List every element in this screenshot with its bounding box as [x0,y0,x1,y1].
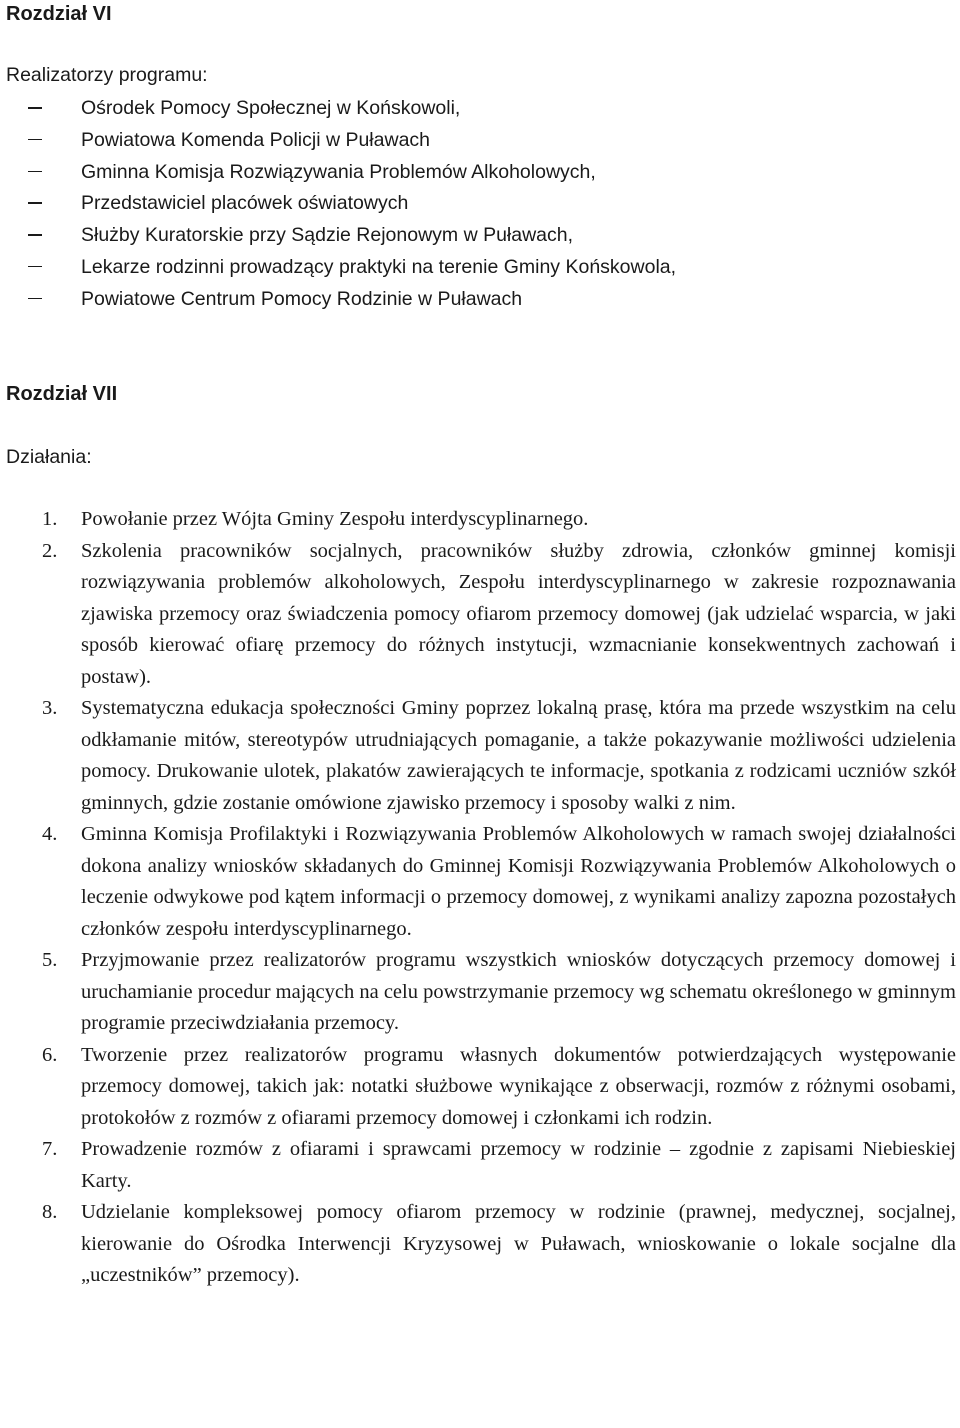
list-item [6,188,676,220]
list-item [6,125,676,157]
actions-intro: Działania: [6,446,92,468]
action-item [6,693,956,819]
realizers-intro: Realizatorzy programu: [6,64,208,86]
action-item [6,536,956,694]
list-item-text: Służby Kuratorskie przy Sądzie Rejonowym w Puławach, [81,224,574,247]
item-number: 3. [42,697,58,719]
action-item-text: Tworzenie przez realizatorów programu własnych dokumentów potwierdzających występowanie przemocy domowej, takich jak: notatki służbowe wynikające z obserwacji, rozmów z różnymi osobami, protokołów z rozmów z ofiarami przemocy domowej i członkami ich rodzin. [81,1043,956,1129]
item-number: 2. [42,539,58,562]
chapter-7-heading: Rozdział VII [6,383,118,405]
item-number: 4. [42,823,58,845]
item-number: 5. [42,949,58,971]
action-item [6,1197,956,1292]
action-item-text: Gminna Komisja Profilaktyki i Rozwiązywania Problemów Alkoholowych w ramach swojej działalności dokona analizy wniosków składanych do Gminnej Komisji Rozwiązywania Problemów Alkoholowych o leczenie odwykowe pod kątem informacji o przemocy domowej, z wynikami analizy zapozna pozostałych członków zespołu interdyscyplinarnego. [81,823,956,940]
dash-bullet-icon [28,202,42,204]
realizers-list [6,93,676,316]
action-item-text: Szkolenia pracowników socjalnych, pracowników służby zdrowia, członków gminnej komisji rozwiązywania problemów alkoholowych, Zespołu interdyscyplinarnego w zakresie rozpoznawania zjawiska przemocy oraz świadczenia pomocy ofiarom przemocy domowej (jak udzielać wsparcia, w jaki sposób kierować ofiarę przemocy do różnych instytucji, wzmacnianie konsekwentnych zachowań i postaw). [81,539,956,688]
item-number: 7. [42,1138,58,1160]
dash-bullet-icon [28,139,42,141]
list-item [6,157,676,189]
list-item-text: Lekarze rodzinni prowadzący praktyki na terenie Gminy Końskowola, [81,255,677,278]
list-item-text: Powiatowe Centrum Pomocy Rodzinie w Puławach [81,287,523,310]
action-item-text: Powołanie przez Wójta Gminy Zespołu interdyscyplinarnego. [81,508,589,530]
dash-bullet-icon [28,107,42,109]
item-number: 6. [42,1043,58,1066]
action-item [6,1040,956,1135]
list-item-text: Powiatowa Komenda Policji w Puławach [81,128,431,151]
action-item [6,504,956,536]
action-item-text: Prowadzenie rozmów z ofiarami i sprawcami przemocy w rodzinie – zgodnie z zapisami Niebieskiej Karty. [81,1138,956,1192]
dash-bullet-icon [28,234,42,236]
action-item-text: Udzielanie kompleksowej pomocy ofiarom przemocy w rodzinie (prawnej, medycznej, socjalnej, kierowanie do Ośrodka Interwencji Kryzysowej w Puławach, wnioskowanie o lokale socjalne dla „uczestników” przemocy). [81,1201,956,1286]
actions-list [6,504,956,1292]
dash-bullet-icon [28,171,42,173]
list-item [6,93,676,125]
action-item-text: Systematyczna edukacja społeczności Gminy poprzez lokalną prasę, która ma przede wszystkim na celu odkłamanie mitów, stereotypów utrudniających pomaganie, a także pokazywanie możliwości udzielenia pomocy. Drukowanie ulotek, plakatów zawierających te informacje, spotkania z rodzicami uczniów szkół gminnych, gdzie zostanie omówione zjawisko przemocy i sposoby walki z nim. [81,697,956,814]
list-item [6,252,676,284]
action-item [6,945,956,1040]
chapter-6-heading: Rozdział VI [6,3,112,25]
list-item [6,284,676,316]
list-item [6,220,676,252]
action-item-text: Przyjmowanie przez realizatorów programu wszystkich wniosków dotyczących przemocy domowej i uruchamianie procedur mających na celu powstrzymanie przemocy wg schematu określonego w gminnym programie przeciwdziałania przemocy. [81,949,956,1034]
dash-bullet-icon [28,298,42,300]
list-item-text: Gminna Komisja Rozwiązywania Problemów Alkoholowych, [81,160,596,183]
list-item-text: Przedstawiciel placówek oświatowych [81,192,409,215]
list-item-text: Ośrodek Pomocy Społecznej w Końskowoli, [81,97,461,119]
dash-bullet-icon [28,266,42,268]
item-number: 8. [42,1201,58,1223]
action-item [6,819,956,945]
item-number: 1. [42,508,58,530]
action-item [6,1134,956,1197]
